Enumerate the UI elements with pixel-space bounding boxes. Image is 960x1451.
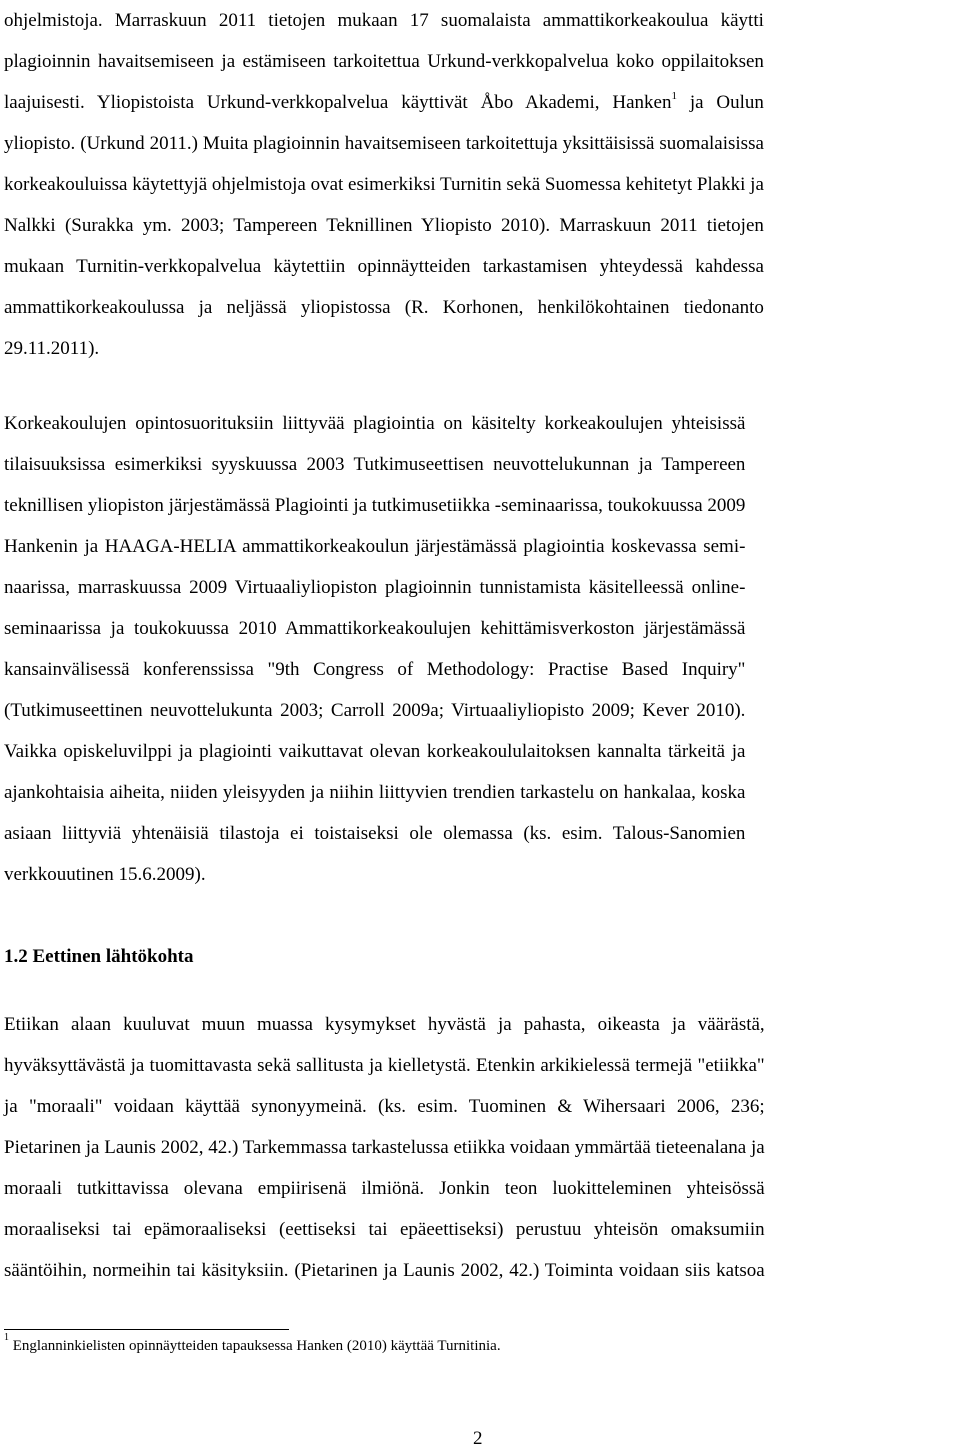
text-line: Hankenin ja HAAGA-HELIA ammattikorkeakoulun järjestämässä plagiointia koskevassa semi- [4,536,746,557]
footnote-reference[interactable]: 1 [671,89,677,102]
paragraph-plagiarism-software [4,0,764,369]
text-line: ohjelmistoja. Marraskuun 2011 tietojen mukaan 17 suomalaista ammattikorkeakoulua käytti [4,10,764,31]
text-line: verkkouutinen 15.6.2009). [4,864,206,885]
text-line: kansainvälisessä konferenssissa "9th Congress of Methodology: Practise Based Inquiry" [4,659,746,680]
text-line: Vaikka opiskeluvilppi ja plagiointi vaikuttavat olevan korkeakoululaitoksen kannalta tärkeitä ja [4,741,746,762]
footnote-divider [4,1329,289,1330]
text-line: 29.11.2011). [4,338,100,359]
text-line: yliopisto. (Urkund 2011.) Muita plagioinnin havaitsemiseen tarkoitettuja yksittäisissä suomalaisissa [4,133,764,154]
paragraph-plagiarism-events [4,403,745,895]
section-heading: 1.2 Eettinen lähtökohta [4,946,194,967]
text-line: ja "moraali" voidaan käyttää synonyymeinä. (ks. esim. Tuominen & Wihersaari 2006, 236; [4,1096,765,1117]
text-fragment: laajuisesti. Yliopistoista Urkund-verkkopalvelua käyttivät Åbo Akademi, Hanken [4,92,672,113]
text-line: tilaisuuksissa esimerkiksi syyskuussa 2003 Tutkimuseettisen neuvottelukunnan ja Tampereen [4,454,746,475]
text-line: Etiikan alaan kuuluvat muun muassa kysymykset hyvästä ja pahasta, oikeasta ja väärästä, [4,1014,765,1035]
text-line-with-footnote [4,82,764,123]
text-line: (Tutkimuseettinen neuvottelukunta 2003; Carroll 2009a; Virtuaaliyliopisto 2009; Kever 2010). [4,700,746,721]
text-line: sääntöihin, normeihin tai käsityksiin. (Pietarinen ja Launis 2002, 42.) Toiminta voidaan siis katsoa [4,1260,765,1281]
text-line: mukaan Turnitin-verkkopalvelua käytettiin opinnäytteiden tarkastamisen yhteydessä kahdessa [4,256,764,277]
text-line: Nalkki (Surakka ym. 2003; Tampereen Teknillinen Yliopisto 2010). Marraskuun 2011 tietojen [4,215,764,236]
footnote-text: Englanninkielisten opinnäytteiden tapauksessa Hanken (2010) käyttää Turnitinia. [12,1338,501,1354]
text-line: Korkeakoulujen opintosuorituksiin liittyvää plagiointia on käsitelty korkeakoulujen yhteisissä [4,413,746,434]
text-line: ammattikorkeakoulussa ja neljässä yliopistossa (R. Korhonen, henkilökohtainen tiedonanto [4,297,764,318]
text-line: naarissa, marraskuussa 2009 Virtuaaliyliopiston plagioinnin tunnistamista käsitelleessä online- [4,577,746,598]
footnote [4,1332,501,1357]
text-line: moraali tutkittavissa olevana empiirisenä ilmiönä. Jonkin teon luokitteleminen yhteisössä [4,1178,765,1199]
text-line: asiaan liittyviä yhtenäisiä tilastoja ei toistaiseksi ole olemassa (ks. esim. Talous-Sanomien [4,823,746,844]
text-line: Pietarinen ja Launis 2002, 42.) Tarkemmassa tarkastelussa etiikka voidaan ymmärtää tieteenalana ja [4,1137,765,1158]
paragraph-ethics [4,1004,765,1291]
text-line: plagioinnin havaitsemiseen ja estämiseen tarkoitettua Urkund-verkkopalvelua koko oppilaitoksen [4,51,764,72]
text-fragment: ja Oulun [689,92,764,113]
text-line: korkeakouluissa käytettyjä ohjelmistoja ovat esimerkiksi Turnitin sekä Suomessa kehitetyt Plakki ja [4,174,764,195]
text-line: seminaarissa ja toukokuussa 2010 Ammattikorkeakoulujen kehittämisverkoston järjestämässä [4,618,746,639]
text-line: teknillisen yliopiston järjestämässä Plagiointi ja tutkimusetiikka -seminaarissa, toukokuussa 2009 [4,495,746,516]
text-line: ajankohtaisia aiheita, niiden yleisyyden ja niihin liittyvien trendien tarkastelu on hankalaa, koska [4,782,746,803]
text-line: hyväksyttävästä ja tuomittavasta sekä sallitusta ja kielletystä. Etenkin arkikielessä termejä "etiikka" [4,1055,765,1076]
text-line: moraaliseksi tai epämoraaliseksi (eettiseksi tai epäeettiseksi) perustuu yhteisön omaksumiin [4,1219,765,1240]
footnote-marker: 1 [4,1332,9,1343]
page-number: 2 [473,1428,483,1449]
